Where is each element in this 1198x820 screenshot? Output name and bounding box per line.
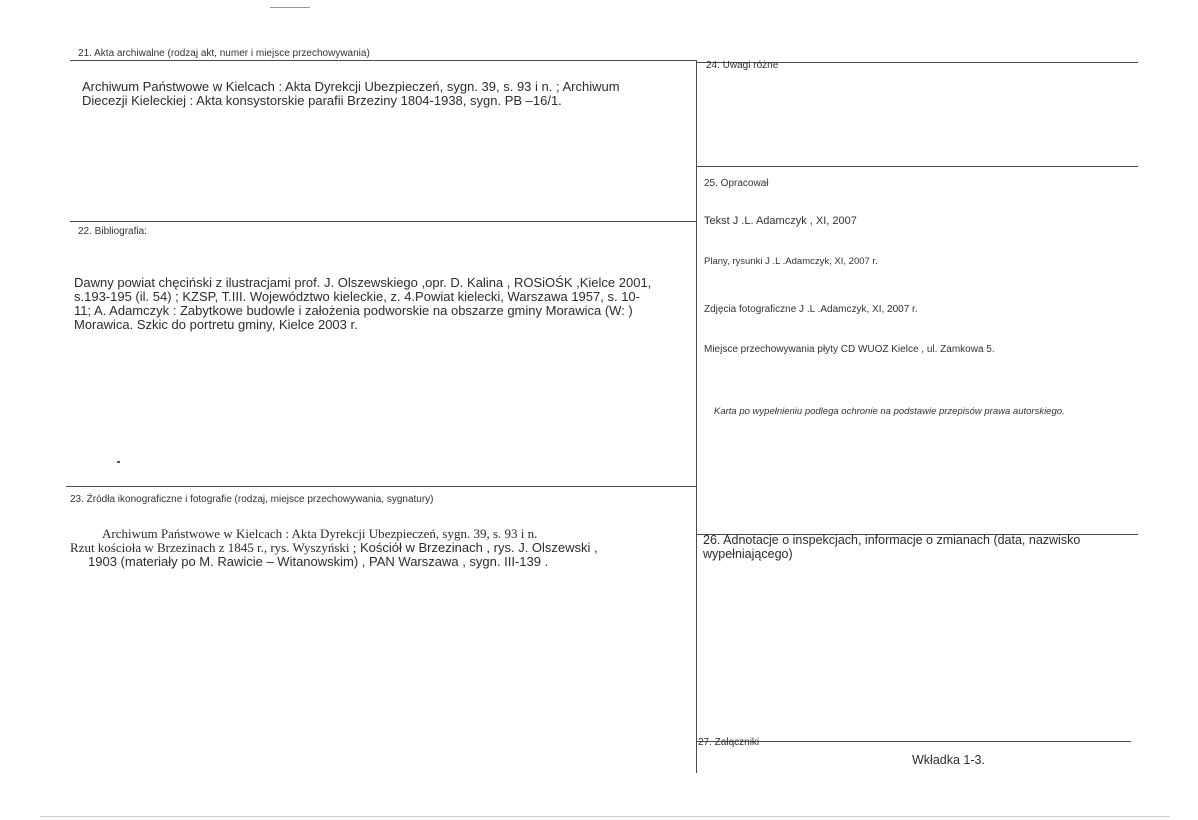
section-23-line-1: Archiwum Państwowe w Kielcach : Akta Dyrekcji Ubezpieczeń, sygn. 39, s. 93 i n. [102, 526, 538, 541]
section-26-heading [703, 533, 1080, 561]
divider-23-top [66, 486, 696, 487]
section-21-line: Archiwum Państwowe w Kielcach : Akta Dyrekcji Ubezpieczeń, sygn. 39, s. 93 i n. ; Archiwum [82, 79, 620, 94]
section-21-text [82, 80, 620, 108]
scan-speck [117, 461, 120, 463]
section-21-line: Diecezji Kieleckiej : Akta konsystorskie parafii Brzeziny 1804-1938, sygn. PB –16/1. [82, 93, 562, 108]
section-21-label: 21. Akta archiwalne (rodzaj akt, numer i miejsce przechowywania) [78, 48, 370, 59]
section-26-line-2: wypełniającego) [703, 547, 793, 561]
section-23-line-2b: Kościół w Brzezinach , rys. J. Olszewski , [356, 540, 598, 555]
section-24-label: 24. Uwagi różne [706, 60, 779, 71]
section-25-zdjecia: Zdjęcia fotograficzne J .L .Adamczyk, XI, 2007 r. [704, 304, 918, 315]
section-27-label: 27. Załączniki [698, 737, 760, 748]
section-25-label: 25. Opracował [704, 178, 769, 189]
section-23-line-2a: Rzut kościoła w Brzezinach z 1845 r., rys. Wyszyński ; [70, 540, 357, 555]
section-26-line-1: 26. Adnotacje o inspekcjach, informacje o zmianach (data, nazwisko [703, 533, 1081, 547]
copyright-notice: Karta po wypełnieniu podlega ochronie na podstawie przepisów prawa autorskiego. [714, 406, 1065, 417]
section-23-line-3: 1903 (materiały po M. Rawicie – Witanowskim) , PAN Warszawa , sygn. III-139 . [88, 554, 549, 569]
section-23-label: 23. Źródła ikonograficzne i fotografie (rodzaj, miejsce przechowywania, sygnatury) [70, 494, 434, 505]
divider-22-top [70, 221, 696, 222]
section-23-text [70, 527, 598, 569]
section-22-line: Morawica. Szkic do portretu gminy, Kielce 2003 r. [74, 317, 358, 332]
section-22-line: Dawny powiat chęciński z ilustracjami prof. J. Olszewskiego ,opr. D. Kalina , ROSiOŚK ,Kielce 2001, [74, 275, 652, 290]
section-25-miejsce: Miejsce przechowywania płyty CD WUOZ Kielce , ul. Zamkowa 5. [704, 344, 995, 355]
section-22-line: s.193-195 (il. 54) ; KZSP, T.III. Województwo kieleckie, z. 4.Powiat kielecki, Warszawa 1957, s. 10- [74, 289, 640, 304]
section-25-tekst: Tekst J .L. Adamczyk , XI, 2007 [704, 215, 857, 227]
divider-21-top [70, 60, 696, 61]
section-27-value: Wkładka 1-3. [912, 753, 985, 767]
section-25-plany: Plany, rysunki J .L .Adamczyk, XI, 2007 r. [704, 256, 878, 267]
divider-27-top [696, 741, 1131, 742]
bottom-scan-edge [40, 816, 1170, 817]
divider-25-top [696, 166, 1138, 167]
top-scan-mark [270, 7, 310, 8]
section-23-line-2 [70, 541, 598, 555]
section-22-label: 22. Bibliografia: [78, 226, 147, 237]
section-22-line: 11; A. Adamczyk : Zabytkowe budowle i założenia podworskie na obszarze gminy Morawica (W: ) [74, 303, 633, 318]
section-22-text [74, 276, 651, 332]
